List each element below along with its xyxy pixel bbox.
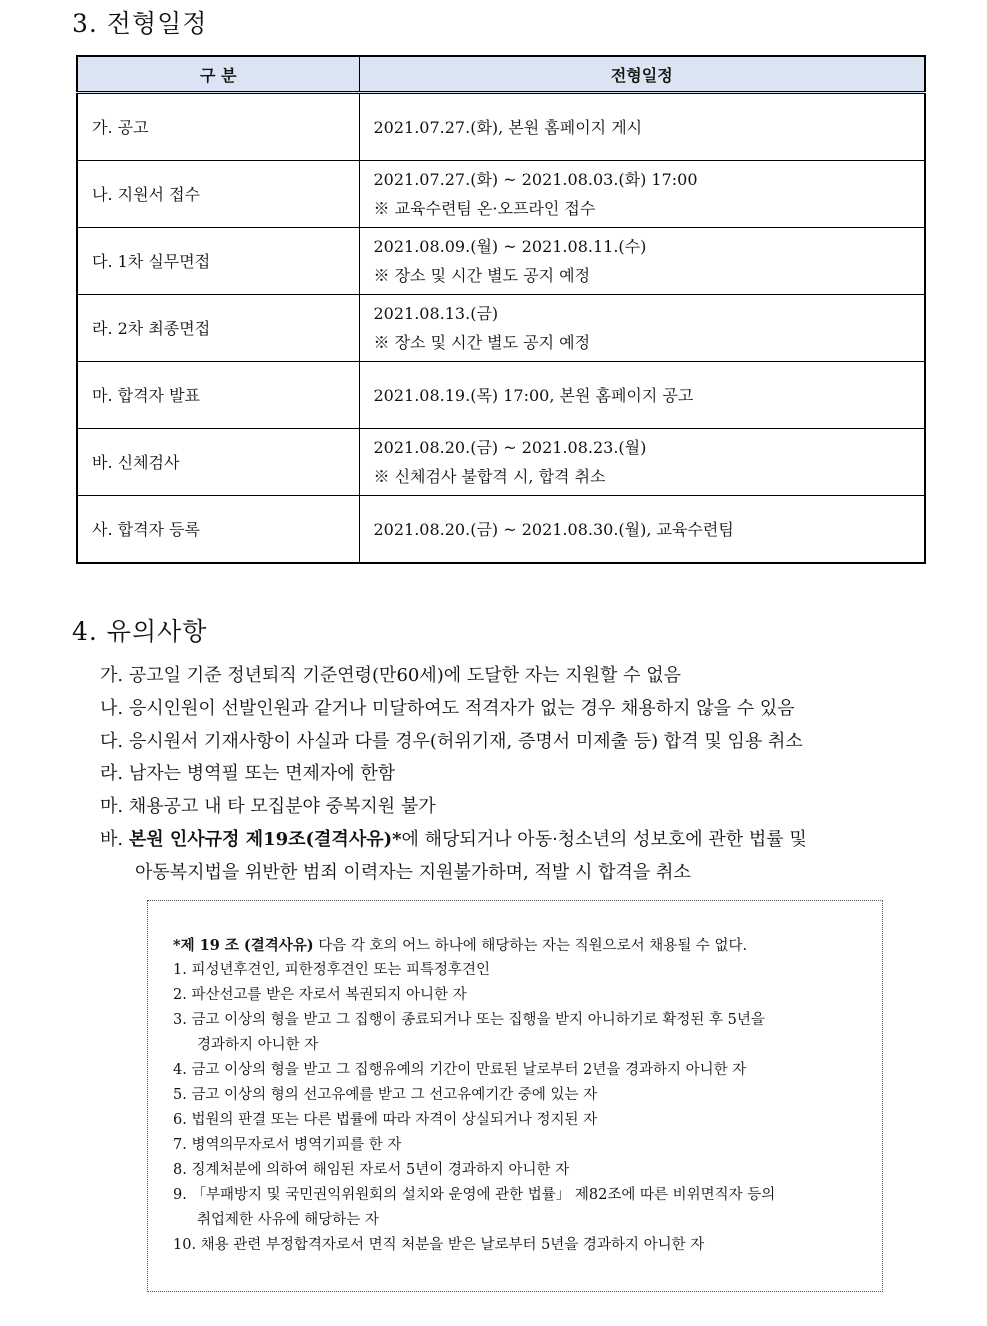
row-label: 나. 지원서 접수 xyxy=(77,161,359,228)
row-label: 라. 2차 최종면접 xyxy=(77,295,359,362)
schedule-line: 2021.08.20.(금) ~ 2021.08.30.(월), 교육수련팀 xyxy=(373,519,734,539)
table-row xyxy=(77,161,925,228)
notes-list xyxy=(100,660,940,890)
schedule-line: 2021.07.27.(화), 본원 홈페이지 게시 xyxy=(373,117,643,137)
note-item-last xyxy=(100,824,940,857)
table-row xyxy=(77,228,925,295)
schedule-note: ※ 교육수련팀 온·오프라인 접수 xyxy=(373,199,596,218)
article-clause: 9. 「부패방지 및 국민권익위원회의 설치와 운영에 관한 법률」 제82조에 따른 비위면직자 등의 xyxy=(173,1187,776,1203)
article-clause: 7. 병역의무자로서 병역기피를 한 자 xyxy=(173,1137,402,1153)
note-prefix: 바. xyxy=(100,828,129,850)
header-schedule: 전형일정 xyxy=(359,56,925,93)
table-row xyxy=(77,362,925,429)
schedule-line: 2021.08.13.(금) xyxy=(373,304,499,323)
article-clause: 10. 채용 관련 부정합격자로서 면직 처분을 받은 날로부터 5년을 경과하지 아니한 자 xyxy=(173,1237,705,1253)
schedule-line: 2021.08.20.(금) ~ 2021.08.23.(월) xyxy=(373,438,647,457)
article-clause: 6. 법원의 판결 또는 다른 법률에 따라 자격이 상실되거나 정지된 자 xyxy=(173,1112,598,1128)
article-heading xyxy=(173,933,873,958)
row-label: 가. 공고 xyxy=(77,93,359,161)
schedule-note: ※ 장소 및 시간 별도 공지 예정 xyxy=(373,333,591,352)
table-row xyxy=(77,93,925,161)
row-schedule xyxy=(359,93,925,161)
schedule-note: ※ 신체검사 불합격 시, 합격 취소 xyxy=(373,467,606,486)
article-title: *제 19 조 (결격사유) xyxy=(173,937,314,954)
row-schedule xyxy=(359,228,925,295)
row-label: 다. 1차 실무면접 xyxy=(77,228,359,295)
table-row xyxy=(77,429,925,496)
row-schedule xyxy=(359,362,925,429)
article-clause: 5. 금고 이상의 형의 선고유예를 받고 그 선고유예기간 중에 있는 자 xyxy=(173,1087,598,1103)
article-clause: 8. 징계처분에 의하여 해임된 자로서 5년이 경과하지 아니한 자 xyxy=(173,1162,570,1178)
note-item: 가. 공고일 기준 정년퇴직 기준연령(만60세)에 도달한 자는 지원할 수 없음 xyxy=(100,665,682,686)
table-row xyxy=(77,496,925,564)
header-category: 구 분 xyxy=(77,56,359,93)
schedule-line: 2021.08.09.(월) ~ 2021.08.11.(수) xyxy=(373,237,647,256)
row-schedule xyxy=(359,161,925,228)
schedule-line: 2021.08.19.(목) 17:00, 본원 홈페이지 공고 xyxy=(373,385,694,405)
article-clause-continued: 경과하지 아니한 자 xyxy=(197,1037,319,1053)
row-schedule xyxy=(359,295,925,362)
article-clause: 4. 금고 이상의 형을 받고 그 집행유예의 기간이 만료된 날로부터 2년을 경과하지 아니한 자 xyxy=(173,1062,747,1078)
schedule-note: ※ 장소 및 시간 별도 공지 예정 xyxy=(373,266,591,285)
row-label: 마. 합격자 발표 xyxy=(77,362,359,429)
article-clause: 3. 금고 이상의 형을 받고 그 집행이 종료되거나 또는 집행을 받지 아니하기로 확정된 후 5년을 xyxy=(173,1012,765,1028)
row-label: 사. 합격자 등록 xyxy=(77,496,359,564)
note-item: 라. 남자는 병역필 또는 면제자에 한함 xyxy=(100,763,396,785)
article-clause-continued: 취업제한 사유에 해당하는 자 xyxy=(197,1212,379,1228)
section-4-title: 4. 유의사항 xyxy=(72,617,208,646)
note-item: 다. 응시원서 기재사항이 사실과 다를 경우(허위기재, 증명서 미제출 등) 합격 및 임용 취소 xyxy=(100,730,803,752)
table-row xyxy=(77,295,925,362)
article-intro: 다음 각 호의 어느 하나에 해당하는 자는 직원으로서 채용될 수 없다. xyxy=(313,938,748,954)
disqualification-content xyxy=(173,933,873,1258)
article-clause: 1. 피성년후견인, 피한정후견인 또는 피특정후견인 xyxy=(173,962,491,978)
note-continuation: 아동복지법을 위반한 범죄 이력자는 지원불가하며, 적발 시 합격을 취소 xyxy=(135,861,691,883)
row-schedule xyxy=(359,429,925,496)
note-rest: 에 해당되거나 아동·청소년의 성보호에 관한 법률 및 xyxy=(401,828,807,850)
row-schedule xyxy=(359,496,925,564)
note-item: 나. 응시인원이 선발인원과 같거나 미달하여도 적격자가 없는 경우 채용하지 않을 수 있음 xyxy=(100,697,795,719)
schedule-table xyxy=(76,55,926,564)
schedule-header-row xyxy=(77,56,925,93)
row-label: 바. 신체검사 xyxy=(77,429,359,496)
section-3-title: 3. 전형일정 xyxy=(72,9,208,38)
note-item: 마. 채용공고 내 타 모집분야 중복지원 불가 xyxy=(100,796,436,818)
note-bold-reference: 본원 인사규정 제19조(결격사유)* xyxy=(128,828,402,850)
schedule-line: 2021.07.27.(화) ~ 2021.08.03.(화) 17:00 xyxy=(373,170,698,189)
disqualification-box xyxy=(147,900,883,1292)
article-clause: 2. 파산선고를 받은 자로서 복권되지 아니한 자 xyxy=(173,987,467,1003)
